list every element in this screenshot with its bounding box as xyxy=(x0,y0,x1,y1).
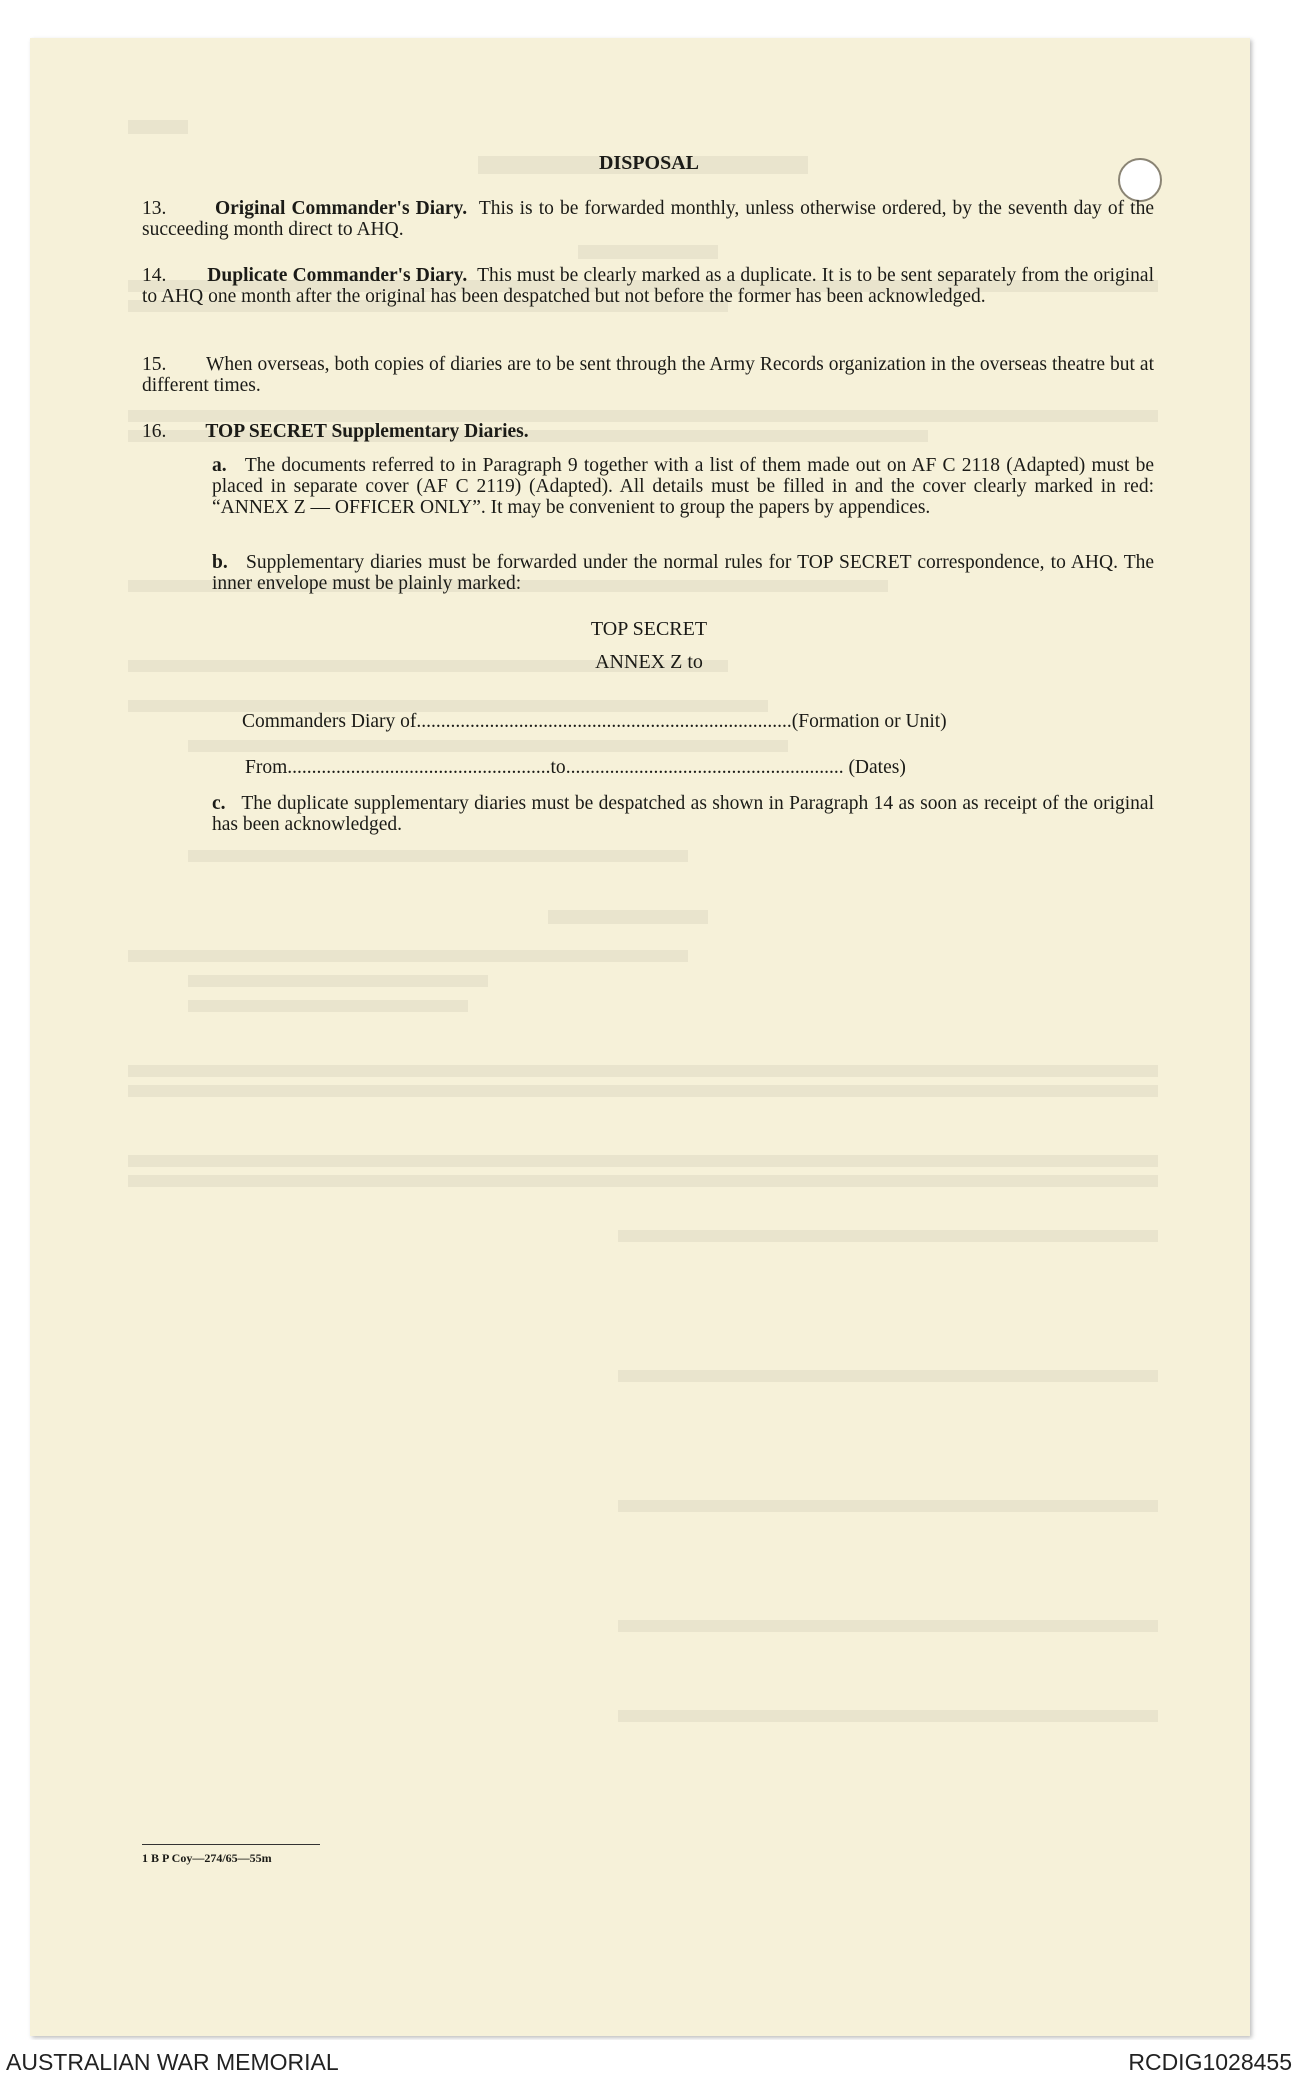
paragraph-16a-label: a. xyxy=(212,455,227,476)
paragraph-16c-label: c. xyxy=(212,793,226,814)
paragraph-14 xyxy=(142,265,1154,307)
institution-name: AUSTRALIAN WAR MEMORIAL xyxy=(6,2049,339,2075)
paragraph-14-number: 14. xyxy=(142,265,167,286)
paragraph-16-number: 16. xyxy=(142,421,167,442)
marking-top-secret: TOP SECRET xyxy=(590,618,708,640)
form-to-label: to xyxy=(550,757,566,778)
print-code: 1 B P Coy—274/65—55m xyxy=(142,1851,272,1865)
form-from-label: From xyxy=(245,757,288,778)
paragraph-13 xyxy=(142,198,1154,240)
dotted-fill-line: ...................................................... xyxy=(287,757,551,778)
paragraph-16a xyxy=(212,455,1154,518)
paragraph-15 xyxy=(142,354,1154,396)
paragraph-16b xyxy=(212,552,1154,594)
paragraph-14-text: This must be clearly marked as a duplicate. It is to be sent separately from the original to AHQ one month after the original has been despatched but not before the former has been acknowledged. xyxy=(142,265,1155,307)
paragraph-16c xyxy=(212,793,1154,835)
paragraph-16-heading xyxy=(142,421,1154,442)
paragraph-15-text: When overseas, both copies of diaries are to be sent through the Army Records organization in the overseas theatre but at different times. xyxy=(142,354,1154,396)
dotted-fill-line: ............................................................................. xyxy=(416,711,792,732)
form-line-dates xyxy=(245,757,906,779)
paragraph-16c-text: The duplicate supplementary diaries must be despatched as shown in Paragraph 14 as soon as receipt of the original has been acknowledged. xyxy=(212,793,1154,835)
footer-rule xyxy=(142,1844,320,1845)
paragraph-16b-text: Supplementary diaries must be forwarded under the normal rules for TOP SECRET correspondence, to AHQ. The inner envelope must be plainly marked: xyxy=(212,552,1155,594)
item-identifier: RCDIG1028455 xyxy=(1128,2049,1292,2075)
form-diary-label: Commanders Diary of xyxy=(242,711,417,732)
paragraph-16-title: TOP SECRET Supplementary Diaries. xyxy=(205,421,529,442)
section-heading: DISPOSAL xyxy=(598,152,700,174)
paragraph-13-title: Original Commander's Diary. xyxy=(214,198,468,219)
dotted-fill-line: ......................................................... xyxy=(565,757,844,778)
archive-caption-strip xyxy=(0,2040,1298,2082)
form-dates-suffix: (Dates) xyxy=(848,757,906,778)
paragraph-13-number: 13. xyxy=(142,198,167,219)
form-line-diary xyxy=(242,711,947,733)
form-diary-suffix: (Formation or Unit) xyxy=(791,711,947,732)
paragraph-16a-text: The documents referred to in Paragraph 9 together with a list of them made out on AF C 2118 (Adapted) must be placed in separate cover (AF C 2119) (Adapted). All details must be filled in and the cover clearly marked in red: “ANNEX Z — OFFICER ONLY”. It may be convenient to group the papers by appendices. xyxy=(212,455,1154,518)
paragraph-15-number: 15. xyxy=(142,354,167,375)
paragraph-16b-label: b. xyxy=(212,552,228,573)
paragraph-13-text: This is to be forwarded monthly, unless otherwise ordered, by the seventh day of the succeeding month direct to AHQ. xyxy=(142,198,1155,240)
paragraph-14-title: Duplicate Commander's Diary. xyxy=(207,265,468,286)
marking-annex-z: ANNEX Z to xyxy=(595,651,703,673)
